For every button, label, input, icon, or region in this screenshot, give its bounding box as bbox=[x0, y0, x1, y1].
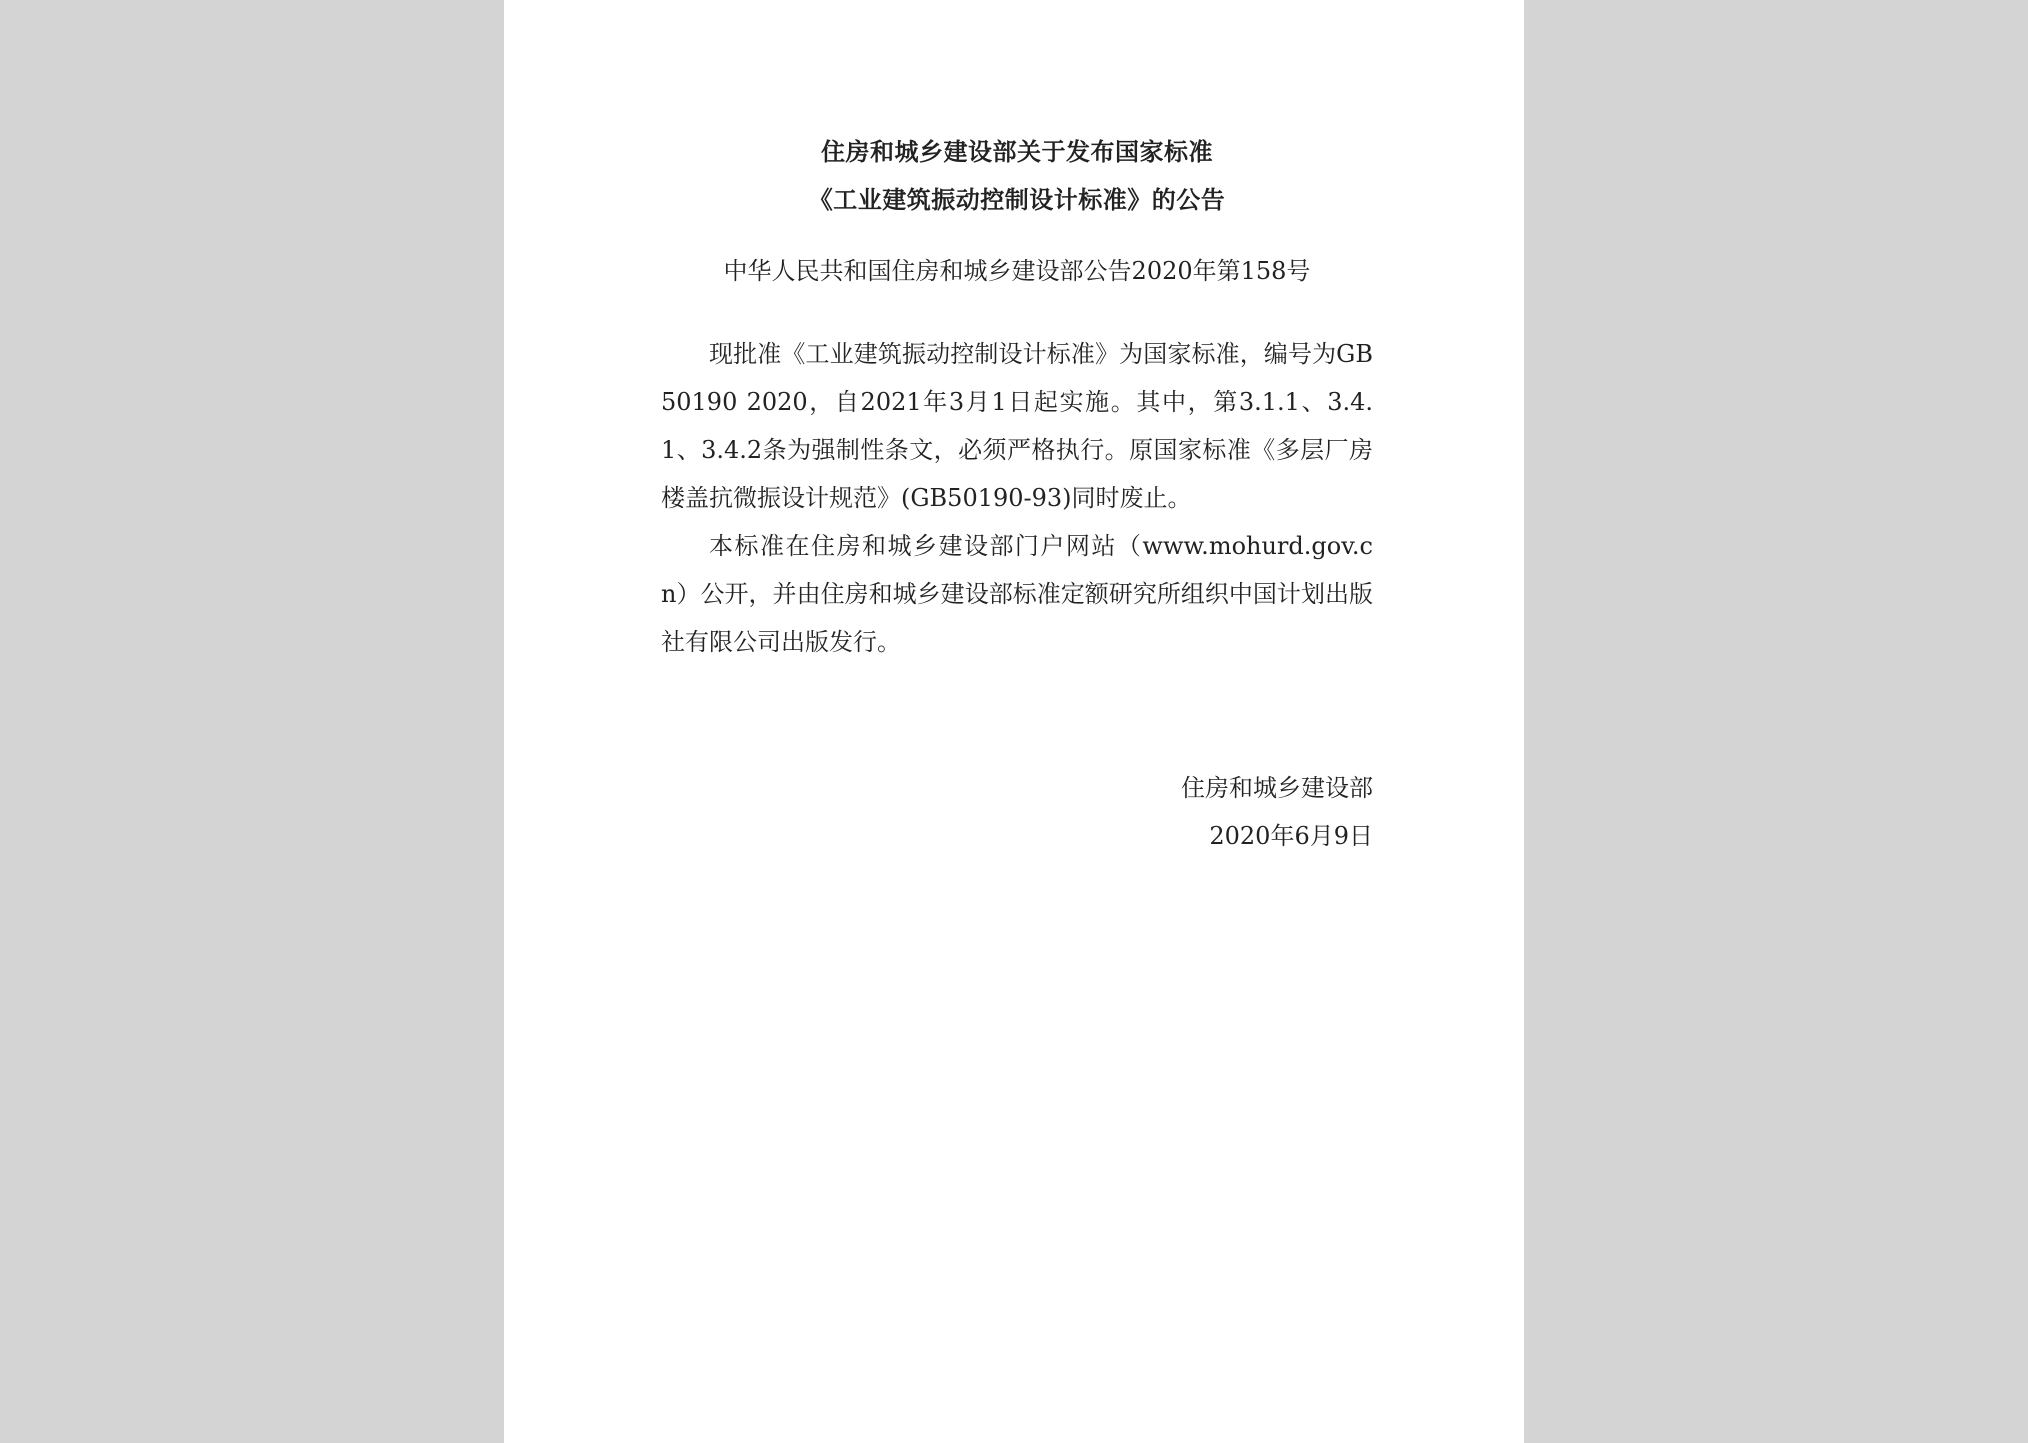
title-line-1: 住房和城乡建设部关于发布国家标准 bbox=[821, 137, 1213, 166]
document-content bbox=[661, 128, 1373, 860]
signature-date: 2020年6月9日 bbox=[1209, 822, 1373, 850]
announcement-number: 中华人民共和国住房和城乡建设部公告2020年第158号 bbox=[723, 257, 1311, 285]
signature-organization: 住房和城乡建设部 bbox=[1181, 774, 1373, 802]
signature-block bbox=[661, 764, 1373, 860]
body-paragraph-2: 本标准在住房和城乡建设部门户网站（www.mohurd.gov.cn）公开，并由住房和城乡建设部标准定额研究所组织中国计划出版社有限公司出版发行。 bbox=[661, 532, 1373, 656]
title-line-2: 《工业建筑振动控制设计标准》的公告 bbox=[808, 185, 1226, 214]
document-page bbox=[504, 0, 1524, 1443]
body-paragraph-1: 现批准《工业建筑振动控制设计标准》为国家标准，编号为GB50190 2020，自2021年3月1日起实施。其中，第3.1.1、3.4.1、3.4.2条为强制性条文，必须严格执行。原国家标准《多层厂房楼盖抗微振设计规范》(GB50190-93)同时废止。 bbox=[661, 340, 1373, 512]
